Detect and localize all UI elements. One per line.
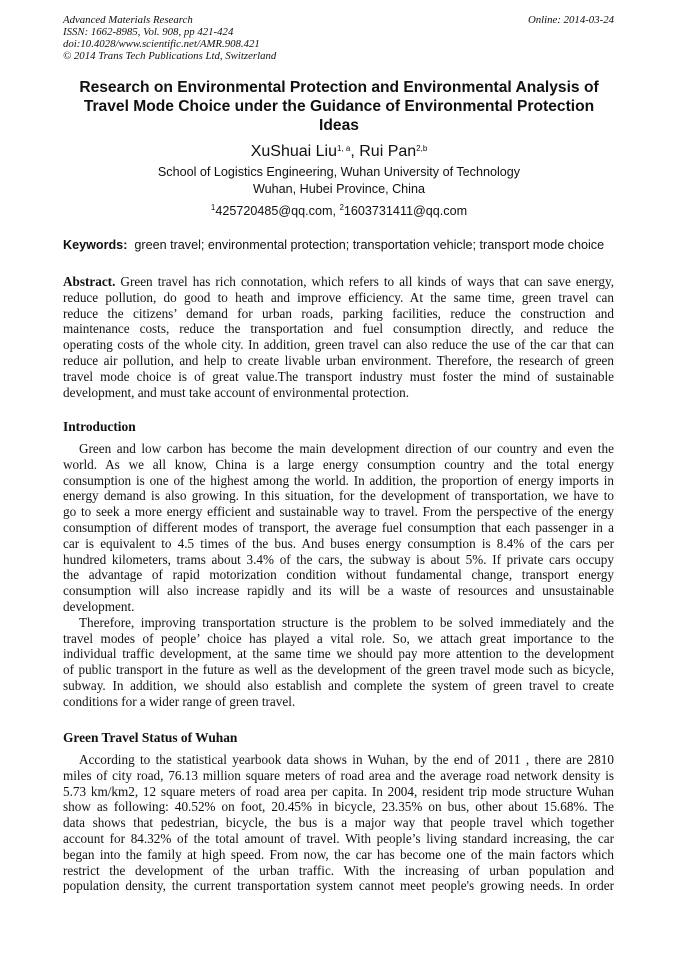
authors bbox=[0, 142, 678, 162]
copyright: © 2014 Trans Tech Publications Ltd, Switzerland bbox=[63, 50, 277, 62]
paragraph-line: Green and low carbon has become the main development direction of our country and even the bbox=[79, 441, 614, 456]
paragraph-line: consumption of different modes of transport, the average fuel consumption that each passenger in a bbox=[63, 519, 614, 535]
paragraph-line: of public transport in the future as well as the development of the green travel mode such as bicycle, bbox=[63, 662, 614, 678]
abstract bbox=[63, 274, 614, 400]
title-line: Travel Mode Choice under the Guidance of Environmental Protection bbox=[83, 98, 595, 115]
keywords bbox=[63, 237, 604, 253]
author-name: Rui Pan bbox=[359, 143, 417, 160]
paragraph-line: development. bbox=[63, 598, 135, 614]
journal-name: Advanced Materials Research bbox=[63, 14, 193, 26]
section-heading-introduction: Introduction bbox=[63, 419, 136, 434]
introduction-body bbox=[63, 441, 614, 710]
affiliation-line: School of Logistics Engineering, Wuhan University of Technology bbox=[157, 165, 521, 179]
paragraph-line: consumption is one of the highest among the world. In addition, the proportion of energy imports in bbox=[63, 472, 614, 488]
author-sep: , bbox=[350, 143, 360, 160]
paragraph-line: the advantage of rapid motorization condition without fundamental change, transport energy bbox=[63, 567, 614, 583]
emails bbox=[0, 203, 678, 219]
paper-title bbox=[40, 78, 638, 135]
paragraph-line: data shows that pedestrian, bicycle, the bus is a major way that people travel which together bbox=[63, 815, 614, 831]
abstract-line: development, and must take account of environmental protection. bbox=[63, 384, 410, 400]
email-sup: 1 bbox=[210, 203, 216, 212]
paragraph-line: Therefore, improving transportation structure is the problem to be solved immediately and the bbox=[79, 614, 614, 630]
email-sup: 2 bbox=[339, 203, 344, 212]
paragraph-line: subway. In addition, we should also establish and complete the system of green travel to create bbox=[63, 677, 614, 693]
paragraph-line: According to the statistical yearbook data shows in Wuhan, by the end of 2011 , there are 2810 bbox=[79, 752, 614, 767]
paragraph-line: individual traffic development, at the same time we should pay more attention to the development bbox=[63, 646, 614, 662]
paragraph-line: car is equivalent to 4.5 times of the bus. And buses energy consumption is 8.4% of the cars per bbox=[63, 535, 614, 551]
paragraph-line: hundred kilometers, trams about 3.4% of the cars, the subway is about 5%. If private cars occupy bbox=[63, 551, 614, 567]
title-line: Ideas bbox=[319, 117, 359, 134]
paragraph-line: account for 84.32% of the total amount of travel. With people’s living standard increasing, the car bbox=[63, 830, 614, 846]
author-sup: 1, a bbox=[337, 144, 351, 153]
abstract-line: reduce air pollution, and help to create livable urban environment. Therefore, the research of green bbox=[63, 352, 614, 368]
journal-header bbox=[63, 14, 276, 62]
paragraph-line: world. As we all know, China is a large energy consumption country and the total energy bbox=[63, 456, 614, 472]
paragraph-line: show as following: 40.52% on foot, 20.45% in bicycle, 23.35% on bus, other about 15.68%. The bbox=[63, 799, 614, 815]
abstract-line: reduce pollution, do good to heath and improve efficiency. At the same time, green travel can bbox=[63, 289, 614, 305]
email: 1603731411@qq.com bbox=[343, 204, 468, 218]
keywords-text: green travel; environmental protection; transportation vehicle; transport mode choice bbox=[127, 238, 605, 252]
status-body bbox=[63, 752, 614, 894]
paragraph-line: travel modes of people’ choice has played a vital role. So, we attach great importance to the bbox=[63, 630, 614, 646]
paragraph-line: population density, the current transportation system cannot meet people's growing needs. In order bbox=[63, 878, 614, 894]
affiliation bbox=[0, 164, 678, 197]
paragraph-line: consumption will also increase rapidly and its will be a waste of resources and unsustainable bbox=[63, 583, 614, 599]
email: 425720485@qq.com, bbox=[215, 204, 340, 218]
abstract-line bbox=[63, 274, 614, 290]
section-heading-status: Green Travel Status of Wuhan bbox=[63, 730, 238, 745]
paragraph-line: conditions for a wider range of green travel. bbox=[63, 693, 296, 709]
paragraph-line: began into the family at high speed. From now, the car has become one of the main factors which bbox=[63, 846, 614, 862]
paragraph-line: restrict the development of the urban traffic. With the increasing of urban population and bbox=[63, 862, 614, 878]
paragraph-line: miles of city road, 76.13 million square meters of road area and the average road network density is bbox=[63, 767, 614, 783]
abstract-label: Abstract. bbox=[63, 274, 116, 289]
paragraph-line: go to seek a more energy efficient and sustainable way to travel. From the perspective of the energy bbox=[63, 504, 614, 520]
paragraph-line: energy demand is also growing. In this situation, for the development of transportation, we have to bbox=[63, 488, 614, 504]
online-date: Online: 2014-03-24 bbox=[527, 14, 614, 26]
abstract-line: travel mode choice is of great value.The transport industry must foster the mind of sustainable bbox=[63, 368, 614, 384]
keywords-label: Keywords: bbox=[63, 238, 128, 252]
title-line: Research on Environmental Protection and Environmental Analysis of bbox=[79, 79, 599, 96]
paragraph-line: 5.73 km/km2, 12 square meters of road area per capita. In 2004, resident trip mode structure Wuhan bbox=[63, 783, 614, 799]
doi: doi:10.4028/www.scientific.net/AMR.908.421 bbox=[63, 38, 260, 50]
affiliation-line: Wuhan, Hubei Province, China bbox=[253, 181, 425, 196]
abstract-line: reduce the citizens’ demand for urban roads, parking facilities, reduce the construction and bbox=[63, 305, 614, 321]
abstract-line: operating costs of the whole city. In addition, green travel can also reduce the use of the car that can bbox=[63, 337, 614, 353]
issn: ISSN: 1662-8985, Vol. 908, pp 421-424 bbox=[63, 26, 234, 38]
abstract-text: Green travel has rich connotation, which refers to all kinds of ways that can save energy, bbox=[115, 274, 614, 289]
author-sup: 2,b bbox=[416, 144, 428, 153]
author-name: XuShuai Liu bbox=[250, 143, 337, 160]
abstract-line: maintenance costs, reduce the transportation and fuel consumption directly, and reduce the bbox=[63, 321, 614, 337]
